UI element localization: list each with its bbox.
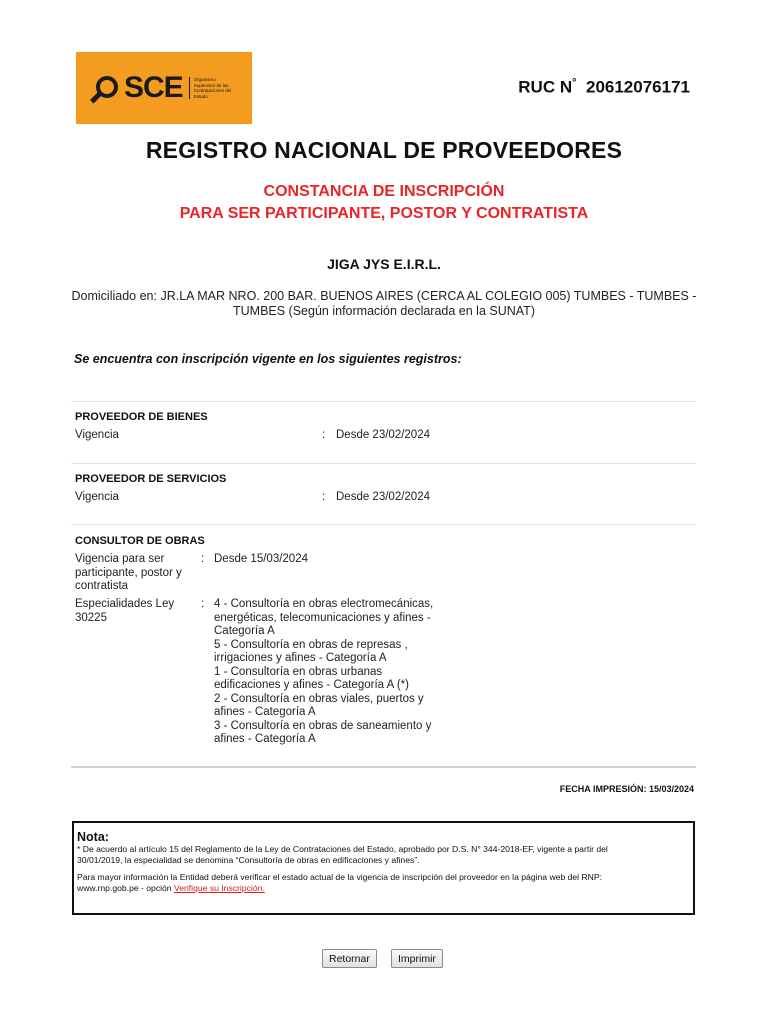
especialidad-line: 4 - Consultoría en obras electromecánicas, <box>214 598 434 610</box>
logo-subtext: Organismo Supervisor de las Contrataciones del Estado <box>189 77 233 99</box>
osce-logo <box>76 52 252 124</box>
nota-p1-line2: 30/01/2019, la especialidad se denomina “Consultoría de obras en edificaciones y afines”. <box>77 855 420 865</box>
section-divider <box>71 766 696 768</box>
verifique-inscripcion-link[interactable]: Verifique su Inscripción. <box>173 883 265 893</box>
obras-vigencia-label: Vigencia para ser participante, postor y contratista <box>75 553 182 592</box>
registro-bienes-title: PROVEEDOR DE BIENES <box>75 411 208 423</box>
logo-mark <box>92 71 233 105</box>
divider <box>71 401 696 402</box>
especialidad-line: 3 - Consultoría en obras de saneamiento y <box>214 719 432 732</box>
retornar-button[interactable]: Retornar <box>322 949 377 968</box>
address-line1: Domiciliado en: JR.LA MAR NRO. 200 BAR. BUENOS AIRES (CERCA AL COLEGIO 005) TUMBES - TUMBES - <box>71 289 697 303</box>
nota-p2-line1: Para mayor información la Entidad deberá verificar el estado actual de la vigencia de inscripción del proveedor en la página web del RNP: <box>77 872 602 882</box>
especialidad-line: 2 - Consultoría en obras viales, puertos y <box>214 692 424 705</box>
servicios-colon: : <box>322 491 326 503</box>
page-title: REGISTRO NACIONAL DE PROVEEDORES <box>145 137 623 163</box>
obras-vigencia-colon: : <box>201 553 205 565</box>
fecha-impresion: FECHA IMPRESIÓN: 15/03/2024 <box>559 784 694 794</box>
nota-title: Nota: <box>77 830 109 844</box>
nota-p1-line1: * De acuerdo al artículo 15 del Reglamento de la Ley de Contrataciones del Estado, aprobado por D.S. N° 344-2018-EF, vigente a partir del <box>77 844 608 854</box>
nota-box <box>72 821 695 915</box>
especialidad-line: irrigaciones y afines - Categoría A <box>214 652 387 664</box>
especialidad-line: edificaciones y afines - Categoría A (*) <box>214 679 409 691</box>
address <box>70 289 698 319</box>
servicios-vigencia-label: Vigencia <box>75 491 119 503</box>
imprimir-button[interactable]: Imprimir <box>391 949 443 968</box>
especialidades-label: Especialidades Ley 30225 <box>75 598 175 624</box>
logo-text: SCE <box>124 71 183 104</box>
especialidad-line: afines - Categoría A <box>214 733 316 745</box>
servicios-vigencia-value: Desde 23/02/2024 <box>336 491 430 503</box>
address-line2: TUMBES (Según información declarada en la SUNAT) <box>233 304 535 318</box>
especialidades-colon: : <box>201 598 205 610</box>
intro-text: Se encuentra con inscripción vigente en los siguientes registros: <box>74 352 462 366</box>
especialidad-line: energéticas, telecomunicaciones y afines - <box>214 611 431 624</box>
registro-obras-title: CONSULTOR DE OBRAS <box>75 535 205 547</box>
nota-p2-line2: www.rnp.gob.pe - opción Verifique su Inscripción. <box>77 883 265 893</box>
divider <box>71 524 696 525</box>
registro-servicios-title: PROVEEDOR DE SERVICIOS <box>75 473 227 485</box>
especialidades-list <box>214 598 433 747</box>
subtitle-line2: PARA SER PARTICIPANTE, POSTOR Y CONTRATISTA <box>179 205 589 222</box>
bienes-vigencia-value: Desde 23/02/2024 <box>336 429 430 441</box>
bienes-colon: : <box>322 429 326 441</box>
especialidad-line: 5 - Consultoría en obras de represas , <box>214 638 408 651</box>
especialidad-line: Categoría A <box>214 625 275 637</box>
obras-vigencia-value: Desde 15/03/2024 <box>214 553 308 565</box>
divider <box>71 463 696 464</box>
especialidad-line: afines - Categoría A <box>214 706 316 718</box>
company-name: JIGA JYS E.I.R.L. <box>327 256 441 272</box>
magnifier-icon <box>92 73 122 103</box>
especialidad-line: 1 - Consultoría en obras urbanas <box>214 665 383 678</box>
subtitle-line1: CONSTANCIA DE INSCRIPCIÓN <box>263 183 505 200</box>
bienes-vigencia-label: Vigencia <box>75 429 119 441</box>
ruc-number: RUC N° 20612076171 <box>518 77 690 97</box>
